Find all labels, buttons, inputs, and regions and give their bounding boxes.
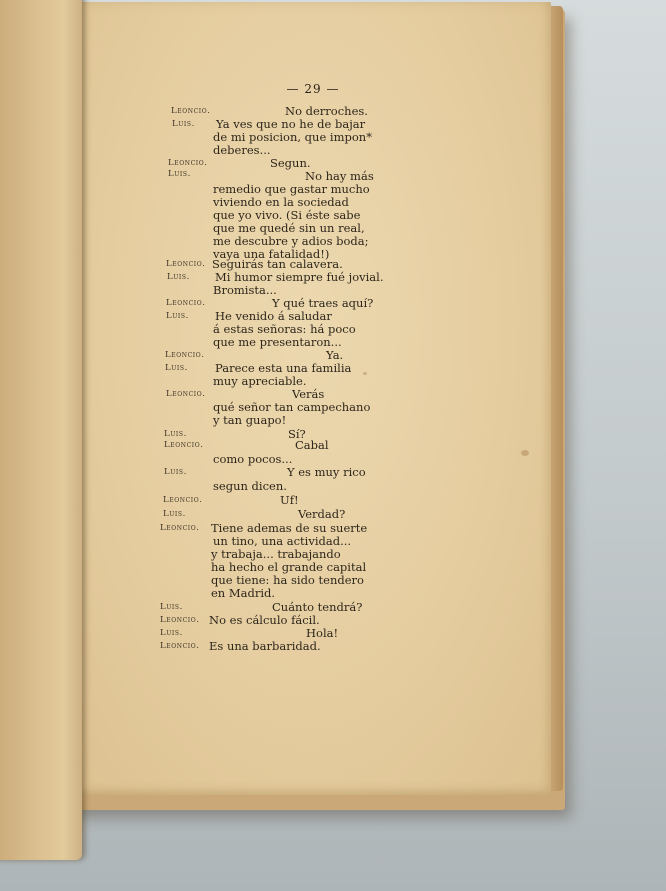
left-page: [0, 0, 82, 860]
speaker-name: Leoncio.: [168, 158, 208, 168]
speaker-name: Luis.: [168, 169, 191, 179]
dialogue-line: como pocos...: [213, 452, 293, 466]
dialogue-line: No hay más: [305, 169, 374, 183]
speaker-name: Luis.: [160, 628, 183, 638]
dialogue-line: Tiene ademas de su suerte: [211, 521, 368, 535]
dialogue-line: á estas señoras: há poco: [213, 322, 356, 336]
speaker-name: Leoncio.: [164, 440, 204, 450]
paper-stain: [521, 450, 529, 456]
dialogue-line: Y es muy rico: [287, 465, 366, 479]
dialogue-line: que yo vivo. (Si éste sabe: [213, 208, 361, 222]
dialogue-line: Hola!: [306, 626, 339, 640]
dialogue-line: Uf!: [280, 493, 299, 507]
speaker-name: Leoncio.: [163, 495, 203, 505]
dialogue-line: Cuánto tendrá?: [272, 600, 363, 614]
speaker-name: Leoncio.: [160, 523, 200, 533]
dialogue-line: He venido á saludar: [215, 309, 332, 323]
dialogue-line: Segun.: [270, 156, 311, 170]
dialogue-line: Seguirás tan calavera.: [212, 257, 343, 271]
speaker-name: Leoncio.: [165, 350, 205, 360]
speaker-name: Luis.: [164, 467, 187, 477]
dialogue-line: Verás: [292, 387, 325, 401]
dialogue-line: Ya.: [326, 348, 344, 362]
dialogue-line: segun dicen.: [213, 479, 287, 493]
dialogue-line: qué señor tan campechano: [213, 400, 371, 414]
dialogue-line: un tino, una actividad...: [213, 534, 352, 548]
speaker-name: Leoncio.: [166, 259, 206, 269]
page-number: — 29 —: [286, 82, 340, 96]
dialogue-line: que tiene: ha sido tendero: [211, 573, 364, 587]
dialogue-line: Parece esta una familia: [215, 361, 352, 375]
dialogue-line: ha hecho el grande capital: [211, 560, 367, 574]
dialogue-line: Sí?: [288, 427, 306, 441]
speaker-name: Luis.: [172, 119, 195, 129]
page-edge: [551, 6, 563, 791]
speaker-name: Luis.: [164, 429, 187, 439]
dialogue-line: remedio que gastar mucho: [213, 182, 370, 196]
dialogue-line: viviendo en la sociedad: [213, 195, 349, 209]
dialogue-line: Ya ves que no he de bajar: [216, 117, 366, 131]
dialogue-line: Es una barbaridad.: [209, 639, 321, 653]
dialogue-line: y trabaja... trabajando: [211, 547, 341, 561]
speaker-name: Leoncio.: [171, 106, 211, 116]
dialogue-line: Bromista...: [213, 283, 277, 297]
speaker-name: Luis.: [160, 602, 183, 612]
dialogue-line: vaya una fatalidad!): [213, 247, 330, 261]
speaker-name: Luis.: [167, 272, 190, 282]
dialogue-line: y tan guapo!: [213, 413, 287, 427]
dialogue-line: me descubre y adios boda;: [213, 234, 369, 248]
paper-stain: [363, 372, 367, 375]
dialogue-line: de mi posicion, que impon*: [213, 130, 372, 144]
dialogue-line: muy apreciable.: [213, 374, 307, 388]
speaker-name: Leoncio.: [160, 641, 200, 651]
speaker-name: Luis.: [163, 509, 186, 519]
dialogue-line: Y qué traes aquí?: [272, 296, 374, 310]
speaker-name: Leoncio.: [166, 389, 206, 399]
dialogue-line: en Madrid.: [211, 586, 276, 600]
dialogue-line: No es cálculo fácil.: [209, 613, 320, 627]
dialogue-line: Mi humor siempre fué jovial.: [215, 270, 384, 284]
dialogue-line: No derroches.: [285, 104, 368, 118]
dialogue-line: que me quedé sin un real,: [213, 221, 365, 235]
speaker-name: Leoncio.: [160, 615, 200, 625]
speaker-name: Leoncio.: [166, 298, 206, 308]
dialogue-line: deberes...: [213, 143, 271, 157]
dialogue-line: Cabal: [295, 438, 329, 452]
speaker-name: Luis.: [165, 363, 188, 373]
speaker-name: Luis.: [166, 311, 189, 321]
dialogue-line: que me presentaron...: [213, 335, 342, 349]
dialogue-line: Verdad?: [298, 507, 346, 521]
